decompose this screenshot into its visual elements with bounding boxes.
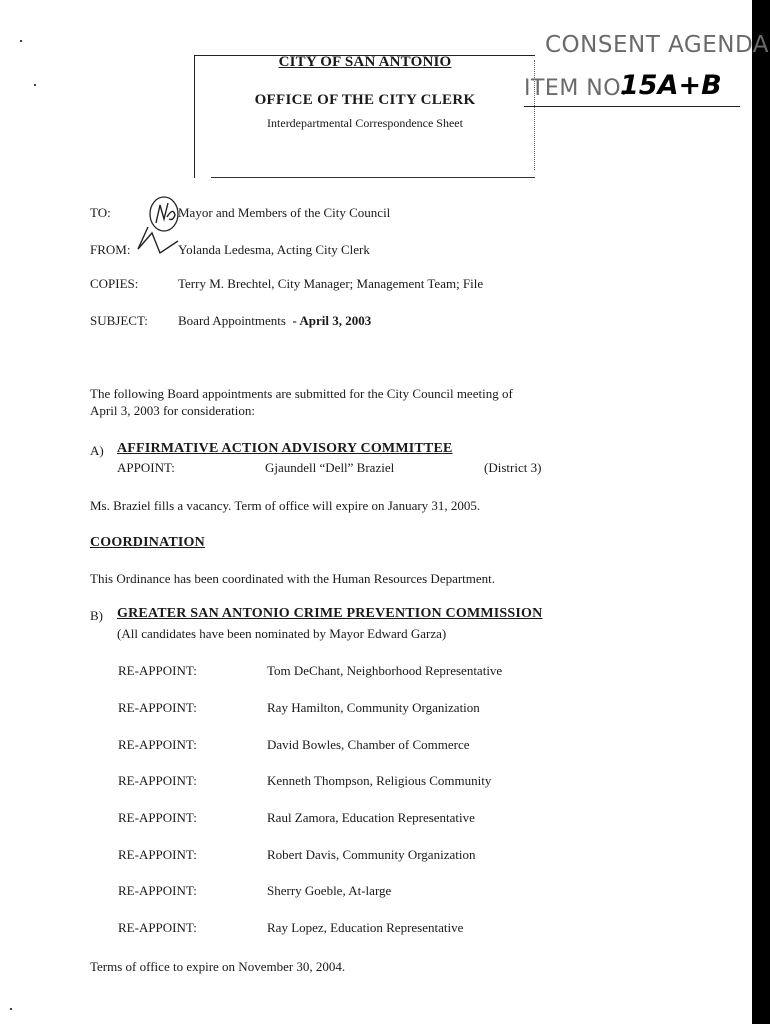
from-value: Yolanda Ledesma, Acting City Clerk [178,242,370,257]
list-item-action: RE-APPOINT: [118,700,197,715]
section-a-marker: A) [90,443,104,458]
coordination-title: COORDINATION [90,535,205,550]
letterhead-sheet-type: Interdepartmental Correspondence Sheet [267,116,463,130]
section-b-terms: Terms of office to expire on November 30, 2004. [90,959,346,974]
letterhead-office: OFFICE OF THE CITY CLERK [254,92,476,108]
subject-label: SUBJECT: [90,313,148,328]
list-item-appointee: David Bowles, Chamber of Commerce [267,737,470,752]
list-item-appointee: Sherry Goeble, At-large [267,883,392,898]
coordination-text: This Ordinance has been coordinated with the Human Resources Department. [90,571,496,586]
list-item-appointee: Raul Zamora, Education Representative [267,810,475,825]
section-b-marker: B) [90,608,103,623]
scan-speck [10,1008,12,1010]
list-item-action: RE-APPOINT: [118,883,197,898]
intro-line-2: April 3, 2003 for consideration: [90,403,255,418]
scan-edge-bar [752,0,770,1024]
copies-label: COPIES: [90,276,139,291]
subject-text: Board Appointments [178,313,286,328]
list-item-action: RE-APPOINT: [118,773,197,788]
from-label: FROM: [90,242,131,257]
letterhead-box [194,55,535,178]
section-a-title: AFFIRMATIVE ACTION ADVISORY COMMITTEE [117,441,453,456]
letterhead-city: CITY OF SAN ANTONIO [278,54,452,70]
section-a-appointee: Gjaundell “Dell” Braziel [265,460,395,475]
section-a-district: (District 3) [484,460,542,475]
list-item-action: RE-APPOINT: [118,920,197,935]
subject-value [178,313,371,329]
section-b-subtitle: (All candidates have been nominated by Mayor Edward Garza) [117,626,447,641]
to-label: TO: [90,205,111,220]
list-item-action: RE-APPOINT: [118,810,197,825]
to-value: Mayor and Members of the City Council [178,205,391,220]
section-a-note: Ms. Braziel fills a vacancy. Term of office will expire on January 31, 2005. [90,498,481,513]
stamp-underline [524,106,740,107]
section-b-title: GREATER SAN ANTONIO CRIME PREVENTION COMMISSION [117,606,543,621]
handwritten-initials-icon [134,193,182,259]
list-item-appointee: Robert Davis, Community Organization [267,847,476,862]
scan-speck [34,84,36,86]
list-item-action: RE-APPOINT: [118,663,197,678]
stamp-item-no: ITEM NO. [524,76,628,101]
list-item-appointee: Tom DeChant, Neighborhood Representative [267,663,503,678]
section-a-action: APPOINT: [117,460,175,475]
intro-line-1: The following Board appointments are submitted for the City Council meeting of [90,386,513,401]
stamp-item-number: 15A+B [620,70,722,101]
list-item-appointee: Ray Lopez, Education Representative [267,920,464,935]
letterhead-bottom-edge [211,177,535,178]
list-item-action: RE-APPOINT: [118,737,197,752]
list-item-appointee: Kenneth Thompson, Religious Community [267,773,492,788]
list-item-appointee: Ray Hamilton, Community Organization [267,700,480,715]
subject-date: - April 3, 2003 [292,313,372,328]
list-item-action: RE-APPOINT: [118,847,197,862]
stamp-consent-agenda: CONSENT AGENDA [545,32,769,58]
scan-speck [20,40,22,42]
copies-value: Terry M. Brechtel, City Manager; Management Team; File [178,276,484,291]
